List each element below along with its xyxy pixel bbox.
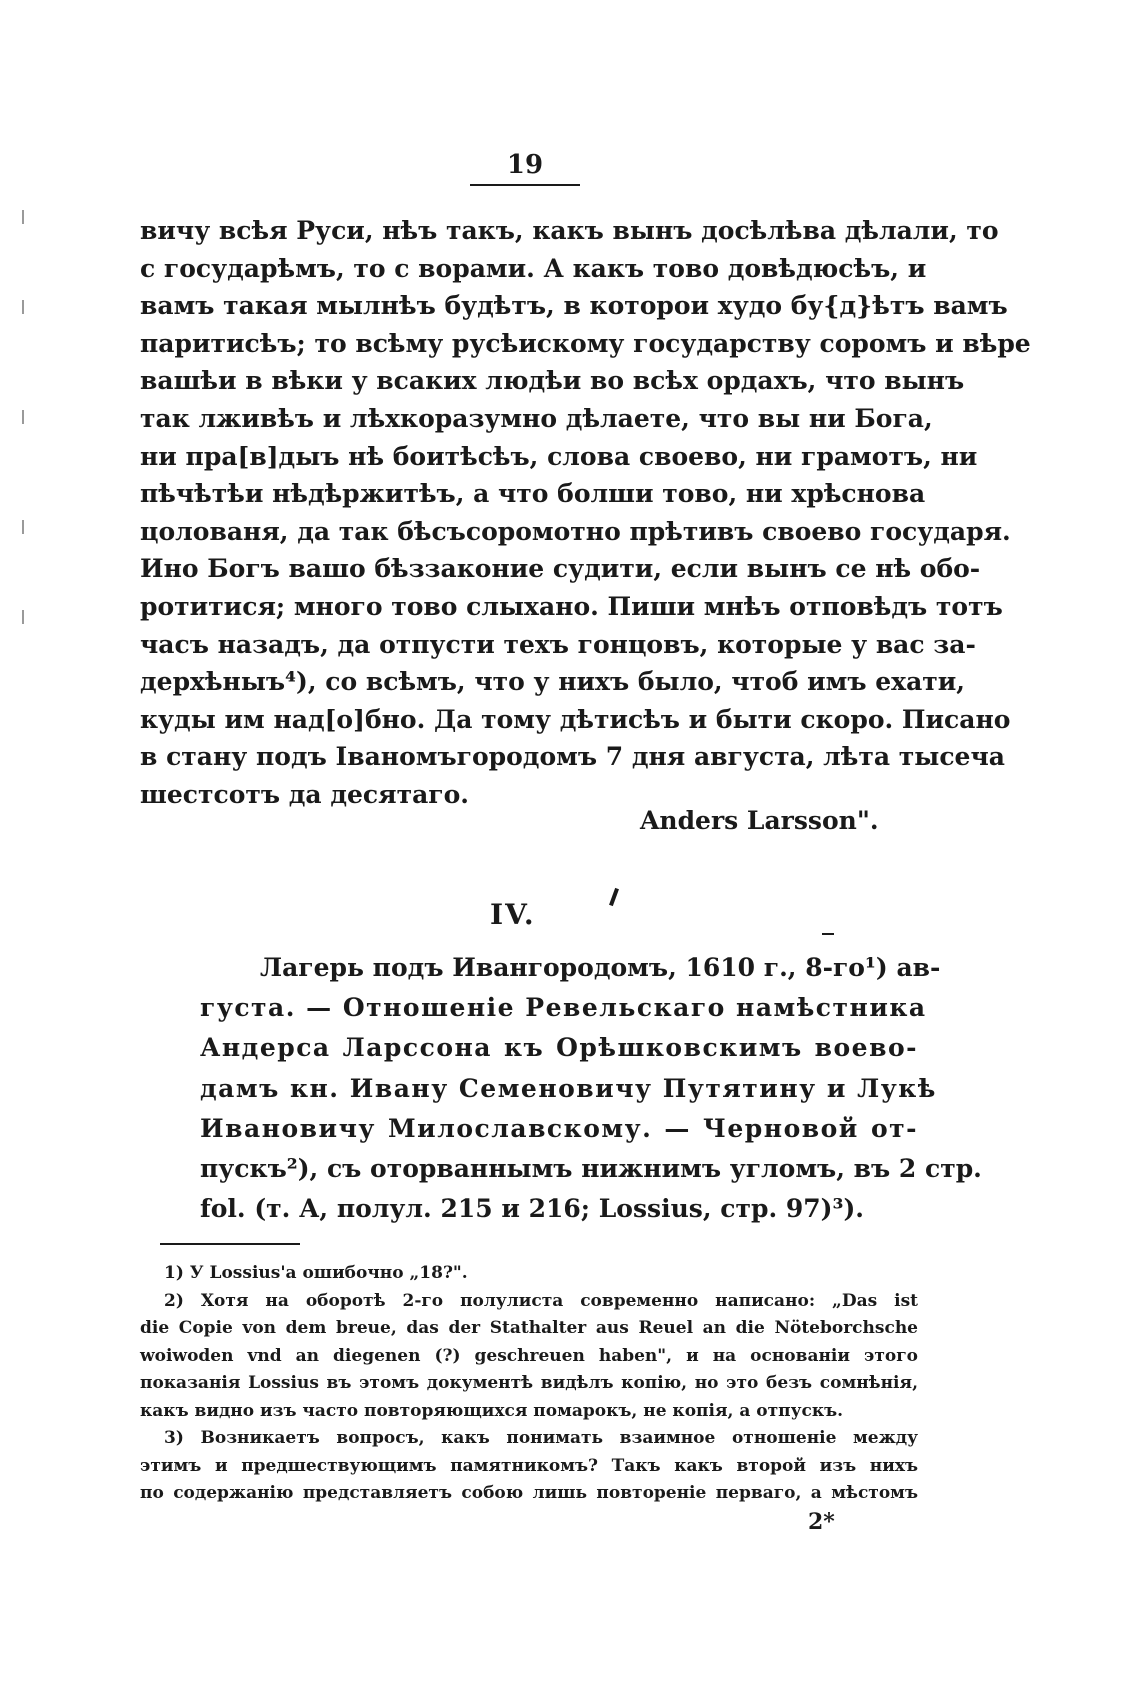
body-line: цолованя, да так бѣсъсоромотно прѣтивъ своево государя.: [140, 516, 1011, 546]
body-line: паритисѣъ; то всѣму русѣискому государству соромъ и вѣре: [140, 328, 1031, 358]
footnote-line: 2) Хотя на оборотѣ 2-го полулиста современно написано: „Das ist: [164, 1290, 918, 1311]
body-line: вамъ такая мылнѣъ будѣтъ, в которои худо бу{д}ѣтъ вамъ: [140, 291, 1008, 321]
letter-signature: Anders Larsson".: [640, 806, 879, 835]
heading-line: пускъ²), съ оторваннымъ нижнимъ угломъ, въ 2 стр.: [200, 1154, 982, 1184]
letter-body: [140, 212, 1031, 814]
heading-line: fol. (т. А, полул. 215 и 216; Lossius, стр. 97)³).: [200, 1194, 864, 1224]
body-line: в стану подъ Іваномъгородомъ 7 дня августа, лѣта тысеча: [140, 742, 1005, 772]
body-line: с государѣмъ, то с ворами. А какъ тово довѣдюсѣъ, и: [140, 253, 927, 283]
body-line: дерхѣныъ⁴), со всѣмъ, что у нихъ было, чтоб имъ ехати,: [140, 667, 965, 697]
body-line: вашѣи в вѣки у всаких людѣи во всѣх ордахъ, что вынъ: [140, 366, 965, 396]
section-numeral: IV.: [490, 898, 536, 931]
body-line: ни пра[в]дыъ нѣ боитѣсѣъ, слова своево, ни грамотъ, ни: [140, 441, 978, 471]
heading-line: густа. — Отношеніе Ревельскаго намѣстника: [200, 993, 927, 1023]
body-line: шестсотъ да десятаго.: [140, 779, 469, 809]
body-line: ротитися; много тово слыхано. Пиши мнѣъ отповѣдъ тотъ: [140, 591, 1003, 621]
footnote-line: какъ видно изъ часто повторяющихся помарокъ, не копія, а отпускъ.: [140, 1400, 844, 1421]
footnotes: [140, 1260, 918, 1508]
heading-line: дамъ кн. Ивану Семеновичу Путятину и Лукѣ: [200, 1073, 937, 1103]
section-heading: [200, 948, 982, 1229]
ink-mark: [609, 888, 619, 906]
heading-line: Ивановичу Милославскому. — Черновой от-: [200, 1113, 918, 1143]
printer-signature-mark: 2*: [808, 1509, 835, 1535]
body-line: пѣчѣтѣи нѣдѣржитѣъ, а что болши тово, ни хрѣснова: [140, 479, 926, 509]
ink-mark: [822, 933, 834, 935]
page-number: 19: [506, 150, 544, 180]
footnote-line: woiwoden vnd an diegenen (?) geschreuen haben", и на основаніи этого: [140, 1345, 918, 1366]
margin-marks: [22, 210, 24, 710]
heading-line: Андерса Ларссона къ Орѣшковскимъ воево-: [200, 1033, 918, 1063]
footnote-rule: [160, 1243, 300, 1245]
footnote-line: по содержанію представляетъ собою лишь повтореніе перваго, а мѣстомъ: [140, 1483, 918, 1503]
footnote-line: показанія Lossius въ этомъ документѣ видѣлъ копію, но это безъ сомнѣнія,: [140, 1373, 918, 1393]
footnote-line: 3) Возникаетъ вопросъ, какъ понимать взаимное отношеніе между: [164, 1428, 918, 1448]
body-line: так лживѣъ и лѣхкоразумно дѣлаете, что вы ни Бога,: [140, 403, 933, 433]
body-line: Ино Богъ вашо бѣззаконие судити, если вынъ се нѣ обо-: [140, 554, 981, 584]
body-line: вичу всѣя Руси, нѣъ такъ, какъ вынъ досѣлѣва дѣлали, то: [140, 216, 999, 245]
footnote-line: 1) У Lossius'а ошибочно „18?".: [164, 1263, 468, 1283]
footnote-line: die Copie von dem breue, das der Stathalter aus Reuel an die Nöteborchsche: [140, 1318, 918, 1338]
heading-line: Лагерь подъ Ивангородомъ, 1610 г., 8-го¹) ав-: [260, 953, 941, 982]
body-line: часъ назадъ, да отпусти техъ гонцовъ, которые у вас за-: [140, 629, 976, 659]
footnote-line: этимъ и предшествующимъ памятникомъ? Такъ какъ второй изъ нихъ: [140, 1455, 918, 1476]
body-line: куды им над[о]бно. Да тому дѣтисѣъ и быти скоро. Писано: [140, 704, 1011, 734]
page-number-rule: [470, 184, 580, 186]
